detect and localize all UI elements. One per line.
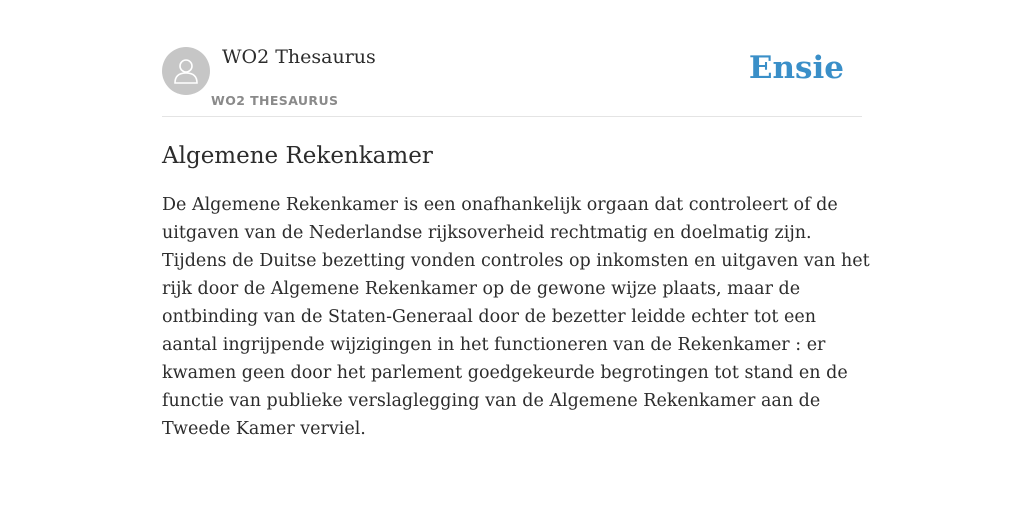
source-label[interactable]: WO2 THESAURUS — [211, 93, 339, 108]
author-name[interactable]: WO2 Thesaurus — [222, 46, 376, 68]
user-icon — [171, 56, 201, 86]
entry-body: De Algemene Rekenkamer is een onafhankelijk orgaan dat controleert of de uitgaven van de Nederlandse rijksoverheid rechtmatig en doelmatig zijn. Tijdens de Duitse bezetting vonden controles op inkomsten en uitgaven van het rijk door de Algemene Rekenkamer op de gewone wijze plaats, maar de ontbinding van de Staten-Generaal door de bezetter leidde echter tot een aantal ingrijpende wijzigingen in het functioneren van de Rekenkamer : er kwamen geen door het parlement goedgekeurde begrotingen tot stand en de functie van publieke verslaglegging van de Algemene Rekenkamer aan de Tweede Kamer verviel. — [162, 195, 870, 439]
brand-logo[interactable]: Ensie — [748, 50, 844, 86]
entry-card — [162, 0, 870, 443]
author-avatar[interactable] — [162, 47, 210, 95]
entry-title: Algemene Rekenkamer — [162, 143, 433, 169]
entry-header — [162, 0, 862, 117]
